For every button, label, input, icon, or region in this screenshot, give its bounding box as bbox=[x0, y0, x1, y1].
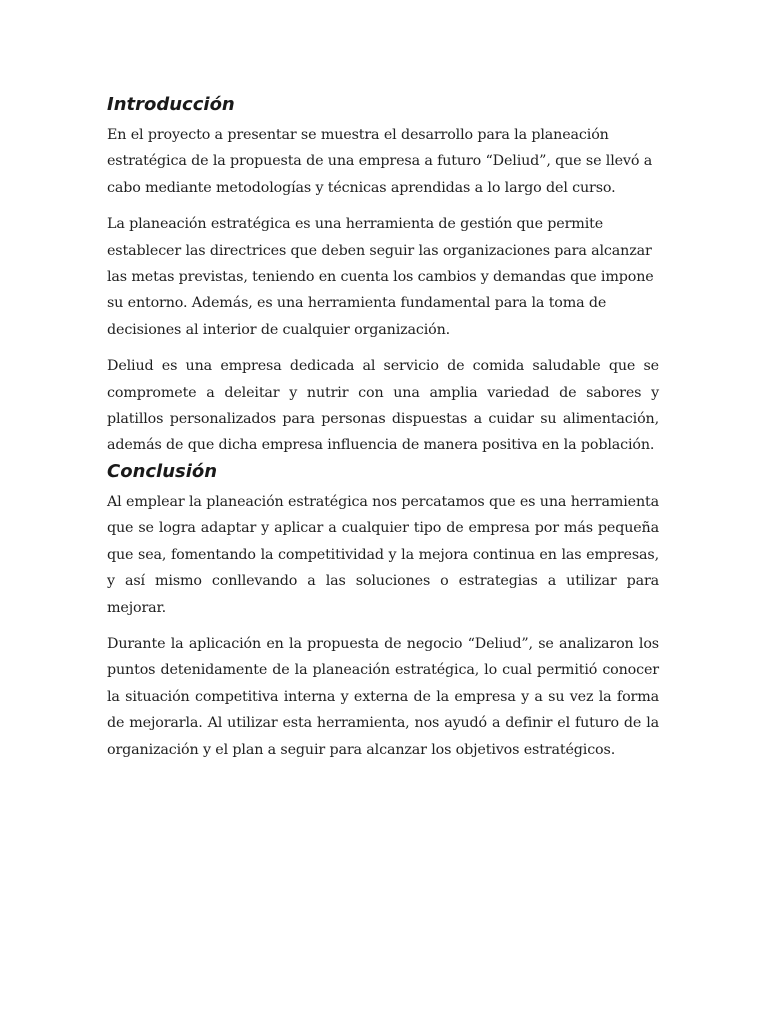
conclusion-paragraph-2: Durante la aplicación en la propuesta de negocio “Deliud”, se analizaron los puntos detenidamente de la planeación estratégica, lo cual permitió conocer la situación competitiva interna y externa de la empresa y a su vez la forma de mejorarla. Al utilizar esta herramienta, nos ayudó a definir el futuro de la organización y el plan a seguir para alcanzar los objetivos estratégicos. bbox=[107, 635, 659, 758]
conclusion-heading: Conclusión bbox=[107, 460, 218, 482]
conclusion-section bbox=[107, 459, 659, 763]
introduction-paragraph-1: En el proyecto a presentar se muestra el desarrollo para la planeación estratégica de la propuesta de una empresa a futuro “Deliud”, que se llevó a cabo mediante metodologías y técnicas aprendidas a lo largo del curso. bbox=[107, 127, 653, 196]
introduction-heading: Introducción bbox=[107, 94, 235, 115]
conclusion-paragraph-1: Al emplear la planeación estratégica nos percatamos que es una herramienta que se logra adaptar y aplicar a cualquier tipo de empresa por más pequeña que sea, fomentando la competitividad y la mejora continua en las empresas, y así mismo conllevando a las soluciones o estrategias a utilizar para mejorar. bbox=[107, 493, 659, 616]
introduction-paragraph-3: Deliud es una empresa dedicada al servicio de comida saludable que se compromete a deleitar y nutrir con una amplia variedad de sabores y platillos personalizados para personas dispuestas a cuidar su alimentación, además de que dicha empresa influencia de manera positiva en la población. bbox=[107, 358, 659, 454]
introduction-section bbox=[107, 92, 659, 459]
introduction-paragraph-2: La planeación estratégica es una herramienta de gestión que permite establecer las directrices que deben seguir las organizaciones para alcanzar las metas previstas, teniendo en cuenta los cambios y demandas que impone su entorno. Además, es una herramienta fundamental para la toma de decisiones al interior de cualquier organización. bbox=[107, 216, 654, 338]
document-page bbox=[107, 92, 659, 763]
